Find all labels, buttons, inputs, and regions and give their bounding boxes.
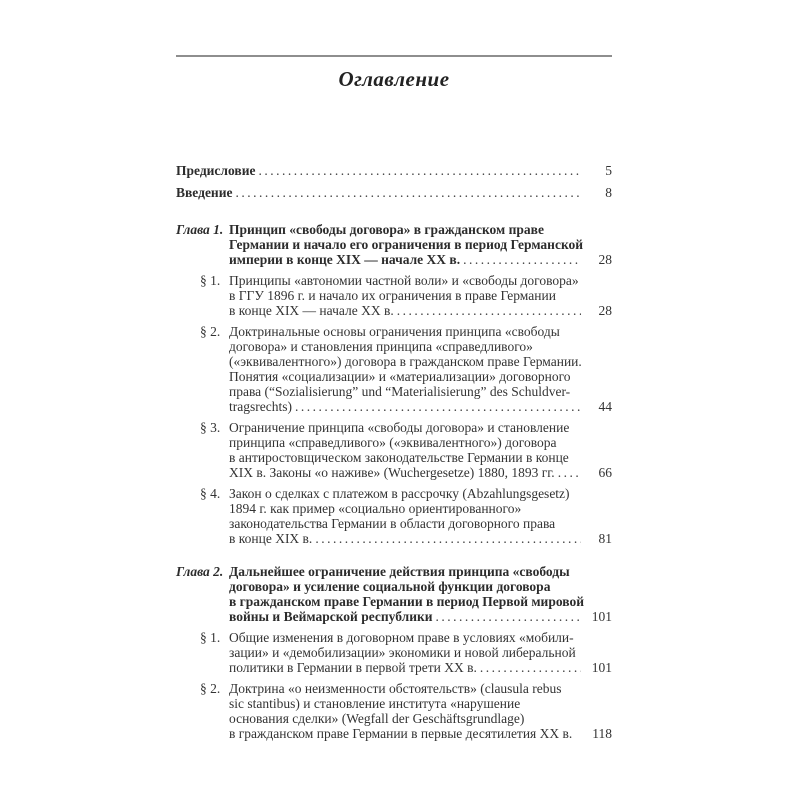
toc-entry-ch1-s4 [176, 486, 612, 546]
toc-entry-chapter-2 [176, 564, 612, 624]
title-line-last: в конце XIX — начале XX в. ..... 28 [229, 303, 612, 318]
toc-entry-ch2-s1 [176, 630, 612, 675]
title-line: основания сделки» (Wegfall der Geschäftsgrundlage) [229, 711, 525, 726]
title-line-last: tragsrechts) ..... 44 [229, 399, 612, 414]
section-label: § 2. [200, 681, 221, 696]
dot-leader [235, 182, 581, 204]
toc-entry-preface [176, 160, 612, 182]
section-label: § 1. [200, 630, 221, 645]
chapter-title [229, 222, 612, 267]
dot-leader [436, 609, 581, 624]
title-line: Понятия «социализации» и «материализации» договорного [229, 369, 571, 384]
section-title [229, 324, 612, 414]
toc-entry-introduction [176, 182, 612, 204]
toc-entry-title: Предисловие [176, 163, 256, 178]
title-line: sic stantibus) и становление института «нарушение [229, 696, 521, 711]
page-number: 118 [592, 726, 612, 741]
title-line: договора» и усиление социальной функции договора [229, 579, 551, 594]
title-line: Доктрина «о неизменности обстоятельств» (clausula rebus [229, 681, 562, 696]
page-number: 101 [591, 609, 612, 624]
toc-entry-ch2-s2 [176, 681, 612, 741]
title-line: права (“Sozialisierung” und “Materialisierung” des Schuldver- [229, 384, 571, 399]
page-number: 81 [598, 531, 612, 546]
title-line: Закон о сделках с платежом в рассрочку (Abzahlungsgesetz) [229, 486, 570, 501]
dot-leader [558, 465, 581, 480]
section-title [229, 420, 612, 480]
title-line: Ограничение принципа «свободы договора» и становление [229, 420, 570, 435]
title-line-last: в гражданском праве Германии в первые десятилетия XX в. 118 [229, 726, 612, 741]
section-title [229, 273, 612, 318]
title-line-last: войны и Веймарской республики ..... 101 [229, 609, 612, 624]
title-line: Принцип «свободы договора» в гражданском праве [229, 222, 544, 237]
dot-leader [258, 160, 581, 182]
title-line-last: политики в Германии в первой трети XX в. ..... 101 [229, 660, 612, 675]
title-line: Общие изменения в договорном праве в условиях «мобили- [229, 630, 574, 645]
toc-entry-ch1-s3 [176, 420, 612, 480]
title-line: в ГГУ 1896 г. и начало их ограничения в праве Германии [229, 288, 556, 303]
toc-entry-ch1-s2 [176, 324, 612, 414]
title-line: договора» и становления принципа «справедливого» [229, 339, 533, 354]
title-line-last: XIX в. Законы «о наживе» (Wuchergesetze) 1880, 1893 гг. ..... 66 [229, 465, 612, 480]
page-number: 101 [591, 660, 612, 675]
page-number: 8 [605, 185, 612, 200]
chapter-label: Глава 2. [176, 564, 224, 579]
toc-entry-ch1-s1 [176, 273, 612, 318]
section-label: § 1. [200, 273, 221, 288]
title-line: законодательства Германии в области договорного права [229, 516, 556, 531]
title-line: в гражданском праве Германии в период Первой мировой [229, 594, 584, 609]
page-number: 28 [598, 303, 612, 318]
dot-leader [397, 303, 581, 318]
title-line: 1894 г. как пример «социально ориентированного» [229, 501, 522, 516]
section-title [229, 630, 612, 675]
title-line-last: в конце XIX в. ..... 81 [229, 531, 612, 546]
title-line: в антиростовщическом законодательстве Германии в конце [229, 450, 569, 465]
page-title: Оглавление [338, 67, 450, 91]
dot-leader [295, 399, 581, 414]
title-line: Германии и начало его ограничения в период Германской [229, 237, 584, 252]
dot-leader [315, 531, 581, 546]
title-line: зации» и «демобилизации» экономики и новой либеральной [229, 645, 576, 660]
section-title [229, 486, 612, 546]
title-line: принципа «справедливого» («эквивалентного») договора [229, 435, 557, 450]
page-number: 44 [598, 399, 612, 414]
dot-leader [463, 252, 581, 267]
section-title [229, 681, 612, 741]
section-label: § 3. [200, 420, 221, 435]
title-line: Принципы «автономии частной воли» и «свободы договора» [229, 273, 579, 288]
title-line: Дальнейшее ограничение действия принципа «свободы [229, 564, 570, 579]
toc-entry-chapter-1 [176, 222, 612, 267]
section-label: § 2. [200, 324, 221, 339]
toc-content [176, 0, 612, 741]
title-line: Доктринальные основы ограничения принципа «свободы [229, 324, 560, 339]
section-label: § 4. [200, 486, 221, 501]
header-rule [176, 55, 612, 57]
chapter-title [229, 564, 612, 624]
page-number: 5 [605, 163, 612, 178]
title-line-last: империи в конце XIX — начале XX в. ..... 28 [229, 252, 612, 267]
page-number: 66 [598, 465, 612, 480]
toc-entry-title: Введение [176, 185, 233, 200]
dot-leader [480, 660, 581, 675]
page-number: 28 [598, 252, 612, 267]
chapter-label: Глава 1. [176, 222, 224, 237]
title-line: («эквивалентного») договора в гражданском праве Германии. [229, 354, 582, 369]
front-matter [176, 160, 612, 204]
